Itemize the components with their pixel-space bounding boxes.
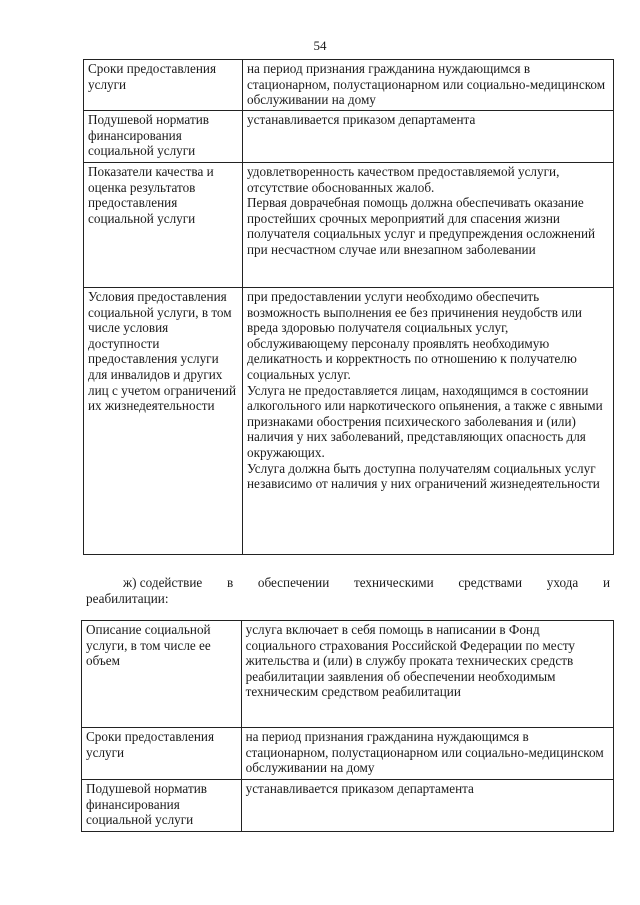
table-row [84, 163, 614, 288]
services-table-1 [83, 59, 614, 555]
row-value [243, 111, 614, 163]
paragraph-word: и [602, 575, 610, 590]
value-paragraph: на период признания гражданина нуждающимся в стационарном, полустационарном или социально-медицинском обслуживании на дому [245, 729, 604, 776]
value-paragraph: на период признания гражданина нуждающимся в стационарном, полустационарном или социально-медицинском обслуживании на дому [247, 61, 606, 108]
paragraph-technical-aids [86, 575, 610, 607]
value-paragraph: удовлетворенность качеством предоставляемой услуги, отсутствие обоснованных жалоб. [247, 164, 560, 195]
row-label: Сроки предоставления услуги [82, 728, 242, 780]
paragraph-word: обеспечении [257, 575, 330, 590]
value-paragraph: устанавливается приказом департамента [245, 781, 474, 796]
paragraph-word: в [226, 575, 234, 590]
value-paragraph: при предоставлении услуги необходимо обеспечить возможность выполнения ее без причинения неудобств или вреда здоровью получателя социальных услуг, обслуживающему персоналу проявлять необходимую деликатность и корректность по отношению к получателю социальных услуг. [247, 289, 582, 382]
row-value [243, 60, 614, 111]
row-value [241, 621, 613, 728]
row-label: Подушевой норматив финансирования социальной услуги [84, 111, 243, 163]
table-row [84, 288, 614, 555]
row-value [243, 288, 614, 555]
table-row [82, 728, 614, 780]
page-number: 54 [313, 38, 327, 53]
paragraph-word: техническими [353, 575, 434, 590]
row-value [241, 728, 613, 780]
paragraph-word: средствами [458, 575, 523, 590]
table-row [84, 111, 614, 163]
table-row [82, 780, 614, 832]
table-row [82, 621, 614, 728]
row-label: Показатели качества и оценка результатов предоставления социальной услуги [84, 163, 243, 288]
value-paragraph: устанавливается приказом департамента [247, 112, 476, 127]
services-table-2 [81, 620, 614, 832]
value-paragraph: Услуга не предоставляется лицам, находящимся в состоянии алкогольного или наркотического опьянения, а также с явными признаками обострения психического заболевания и (или) наличия у них заболеваний, представляющих опасность для окружающих. [247, 382, 603, 460]
row-label: Подушевой норматив финансирования социальной услуги [82, 780, 242, 832]
paragraph-second-line: реабилитации: [86, 591, 169, 606]
row-value [243, 163, 614, 288]
row-value [241, 780, 613, 832]
row-label: Сроки предоставления услуги [84, 60, 243, 111]
paragraph-word: ухода [546, 575, 579, 590]
row-label: Описание социальной услуги, в том числе ее объем [82, 621, 242, 728]
value-paragraph: Первая доврачебная помощь должна обеспечивать оказание простейших срочных мероприятий для спасения жизни получателя социальных услуг и предупреждения осложнений при несчастном случае или внезапном заболевании [247, 195, 596, 257]
paragraph-word: ж) содействие [123, 575, 203, 590]
table-row [84, 60, 614, 111]
paragraph-first-line [86, 575, 610, 591]
row-label: Условия предоставления социальной услуги, в том числе условия доступности предоставления услуги для инвалидов и других лиц с учетом ограничений их жизнедеятельности [84, 288, 243, 555]
value-paragraph: услуга включает в себя помощь в написании в Фонд социального страхования Российской Федерации по месту жительства и (или) в службу проката технических средств реабилитации заявления об обеспечении необходимым техническим средством реабилитации [245, 622, 576, 700]
value-paragraph: Услуга должна быть доступна получателям социальных услуг независимо от наличия у них ограничений жизнедеятельности [247, 460, 600, 492]
